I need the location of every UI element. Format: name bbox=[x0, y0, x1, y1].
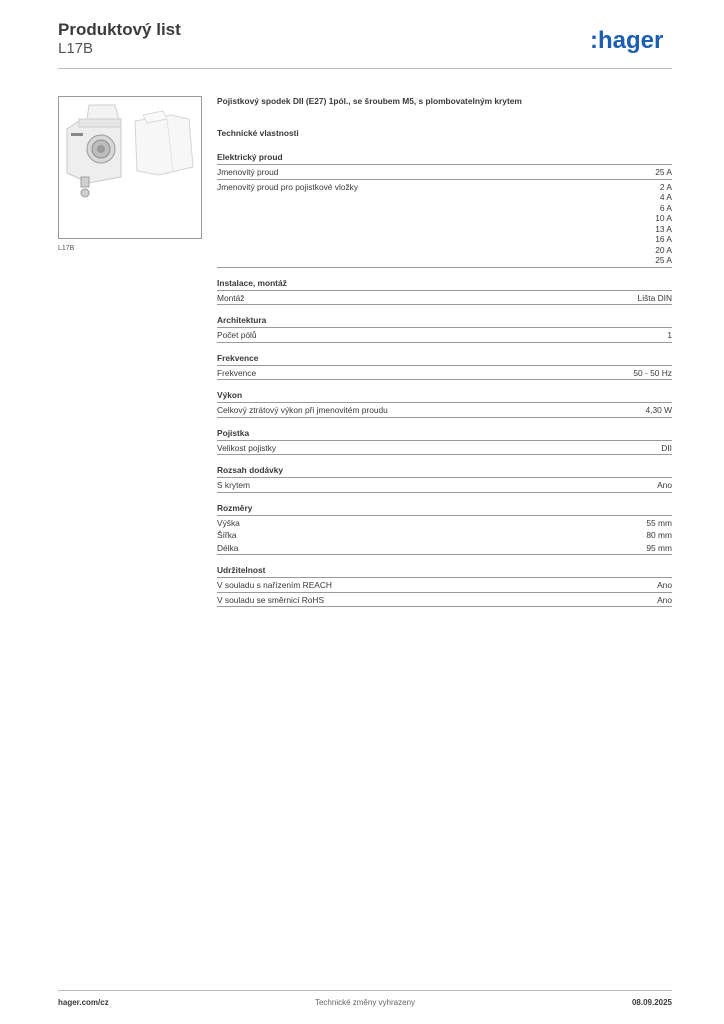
spec-value: DII bbox=[661, 442, 672, 453]
section-electric-current bbox=[217, 152, 672, 268]
website-link[interactable]: hager.com/cz bbox=[58, 998, 109, 1007]
section-title: Pojistka bbox=[217, 428, 672, 441]
technical-properties-heading: Technické vlastnosti bbox=[217, 128, 299, 138]
photo-caption: L17B bbox=[58, 245, 75, 252]
section-frequency bbox=[217, 353, 672, 381]
section-fuse bbox=[217, 428, 672, 456]
spec-row bbox=[217, 403, 672, 418]
spec-value: 4,30 W bbox=[645, 405, 672, 415]
hager-logo bbox=[590, 26, 672, 56]
spec-label: Montáž bbox=[217, 292, 245, 303]
spec-row bbox=[217, 165, 672, 180]
section-title: Elektrický proud bbox=[217, 152, 672, 165]
spec-value: 13 A bbox=[655, 223, 672, 234]
product-photo bbox=[58, 96, 202, 239]
section-scope-of-delivery bbox=[217, 465, 672, 493]
spec-label: Jmenovitý proud pro pojistkové vložky bbox=[217, 181, 359, 192]
spec-row bbox=[217, 478, 672, 493]
spec-label: Výška bbox=[217, 517, 240, 528]
spec-value: 95 mm bbox=[646, 542, 672, 553]
spec-label: Frekvence bbox=[217, 367, 257, 378]
footer-notice: Technické změny vyhrazeny bbox=[314, 998, 416, 1007]
spec-row bbox=[217, 291, 672, 306]
footer-divider bbox=[58, 990, 672, 991]
section-power bbox=[217, 390, 672, 418]
page-header bbox=[58, 20, 672, 70]
spec-label: Jmenovitý proud bbox=[217, 167, 279, 177]
spec-label: V souladu s nařízením REACH bbox=[217, 580, 332, 590]
spec-label: Délka bbox=[217, 542, 239, 553]
section-title: Udržitelnost bbox=[217, 565, 672, 578]
spec-value: 6 A bbox=[659, 202, 672, 213]
section-title: Frekvence bbox=[217, 353, 672, 366]
section-title: Instalace, montáž bbox=[217, 278, 672, 291]
spec-value: 25 A bbox=[655, 255, 672, 265]
spec-value: 80 mm bbox=[646, 530, 672, 540]
spec-row bbox=[217, 328, 672, 343]
section-sustainability bbox=[217, 565, 672, 607]
spec-value: 20 A bbox=[655, 244, 672, 255]
spec-value: 55 mm bbox=[646, 517, 672, 528]
section-title: Rozměry bbox=[217, 503, 672, 516]
section-installation bbox=[217, 278, 672, 306]
spec-value: Ano bbox=[657, 480, 672, 490]
spec-value: Ano bbox=[657, 580, 672, 590]
spec-row bbox=[217, 366, 672, 381]
spec-label: Počet pólů bbox=[217, 330, 257, 340]
spec-row bbox=[217, 180, 672, 268]
spec-row bbox=[217, 528, 672, 541]
spec-label: Celkový ztrátový výkon při jmenovitém proudu bbox=[217, 405, 388, 415]
section-dimensions bbox=[217, 503, 672, 556]
logo-text: :hager bbox=[590, 27, 664, 54]
spec-label: V souladu se směrnicí RoHS bbox=[217, 594, 325, 605]
section-architecture bbox=[217, 315, 672, 343]
spec-row bbox=[217, 541, 672, 556]
spec-value: 1 bbox=[667, 330, 672, 340]
section-title: Výkon bbox=[217, 390, 672, 403]
spec-value: 4 A bbox=[659, 192, 672, 202]
spec-row bbox=[217, 516, 672, 529]
product-description: Pojistkový spodek DII (E27) 1pól., se šroubem M5, s plombovatelným krytem bbox=[217, 96, 522, 106]
spec-label: Velikost pojistky bbox=[217, 442, 277, 453]
spec-value: 2 A bbox=[659, 181, 672, 192]
spec-value: 10 A bbox=[655, 213, 672, 223]
section-title: Architektura bbox=[217, 315, 672, 328]
spec-value-list bbox=[655, 182, 672, 266]
spec-row bbox=[217, 578, 672, 593]
spec-value: Lišta DIN bbox=[637, 292, 672, 303]
spec-label: Šířka bbox=[217, 530, 237, 540]
document-title: Produktový list bbox=[58, 20, 181, 39]
spec-value: 50 - 50 Hz bbox=[633, 367, 672, 378]
spec-row bbox=[217, 441, 672, 456]
section-title: Rozsah dodávky bbox=[217, 465, 672, 478]
product-specs bbox=[217, 96, 672, 607]
spec-value: Ano bbox=[657, 594, 672, 605]
fuse-base-image bbox=[59, 97, 201, 238]
spec-label: S krytem bbox=[217, 480, 251, 490]
spec-row bbox=[217, 593, 672, 608]
product-code: L17B bbox=[58, 40, 94, 57]
header-divider bbox=[58, 68, 672, 69]
footer-date: 08.09.2025 bbox=[631, 998, 672, 1007]
spec-value: 16 A bbox=[655, 234, 672, 244]
spec-value: 25 A bbox=[655, 167, 672, 177]
